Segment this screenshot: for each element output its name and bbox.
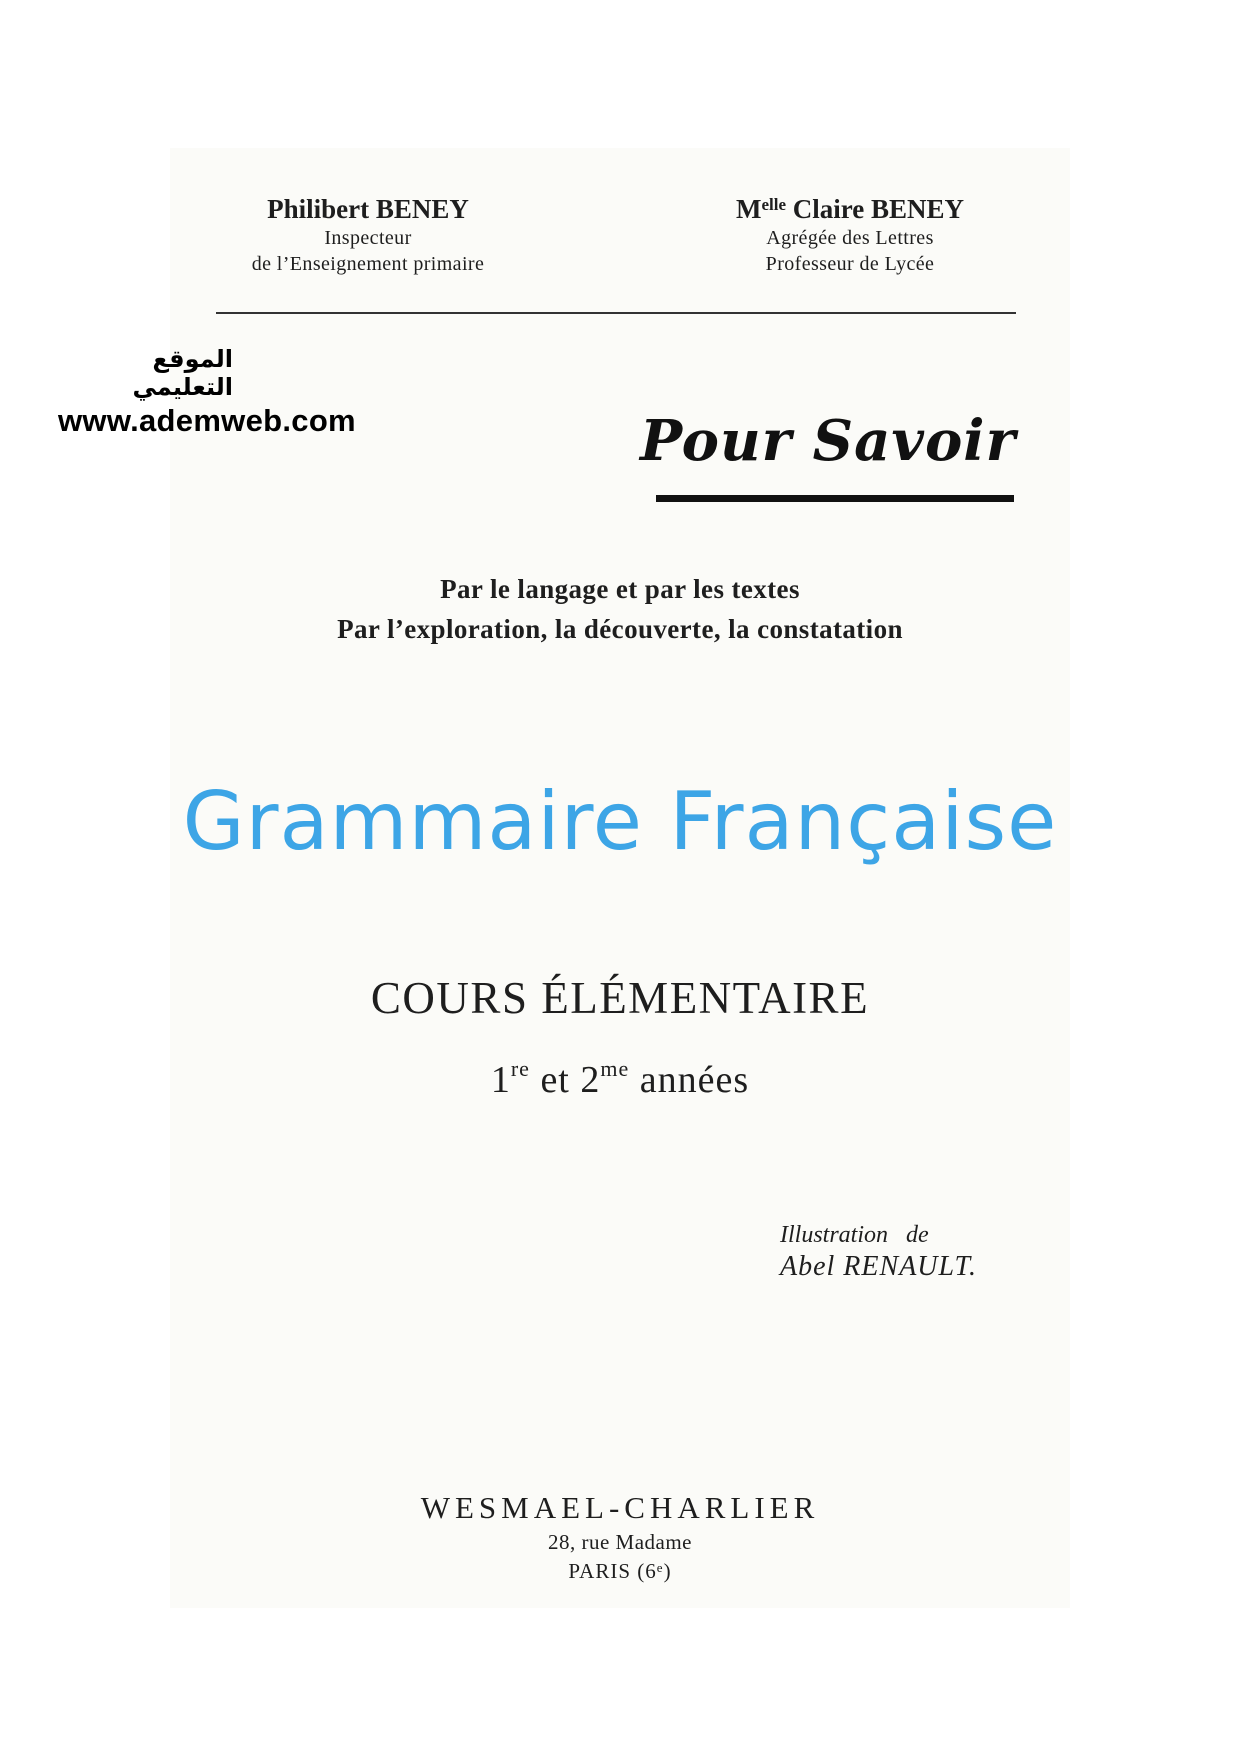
author-right-subtitle: Professeur de Lycée [765,253,935,275]
publisher-city-line [170,1559,1070,1584]
publisher-district: (6 [637,1559,657,1583]
book-title: Grammaire Française [182,775,1058,868]
years-joiner: et [529,1059,581,1101]
author-left-title: Inspecteur [324,227,412,249]
illustration-artist: Abel RENAULT. [780,1251,978,1282]
illustration-label: Illustration de [780,1222,929,1248]
tagline-1: Par le langage et par les textes [440,574,800,604]
years-first-sup: re [510,1056,530,1081]
publisher-district-sup: e [656,1560,664,1575]
author-left [218,194,518,277]
watermark-url: www.ademweb.com [58,403,356,438]
tagline-2: Par l’exploration, la découverte, la constatation [337,614,903,644]
publisher-address: 28, rue Madame [547,1530,693,1554]
author-right-name-text: Claire BENEY [786,194,965,224]
author-left-subtitle: de l’Enseignement primaire [251,253,485,275]
publisher-district-close: ) [663,1559,672,1583]
years-second-sup: me [600,1056,630,1081]
author-right-prefix: M [735,194,762,224]
school-years [170,1056,1070,1102]
watermark-arabic-text: الموقع التعليمي [132,345,233,401]
publisher-name: WESMAEL-CHARLIER [420,1490,820,1525]
years-second-num: 2 [580,1059,601,1101]
course-level: COURS ÉLÉMENTAIRE [370,973,870,1023]
publisher-block [170,1490,1070,1584]
years-word: années [629,1059,750,1101]
watermark [58,345,356,439]
author-left-name: Philibert BENEY [267,194,469,224]
author-right-name [690,194,1010,225]
years-first-num: 1 [490,1059,511,1101]
illustration-credit [780,1222,977,1283]
publisher-city: PARIS [568,1559,632,1583]
author-right-title: Agrégée des Lettres [766,227,934,249]
header-divider [216,312,1016,314]
series-underline [656,495,1014,502]
author-right-prefix-sup: elle [761,195,786,214]
series-title: Pour Savoir [640,408,1017,474]
author-right [690,194,1010,277]
